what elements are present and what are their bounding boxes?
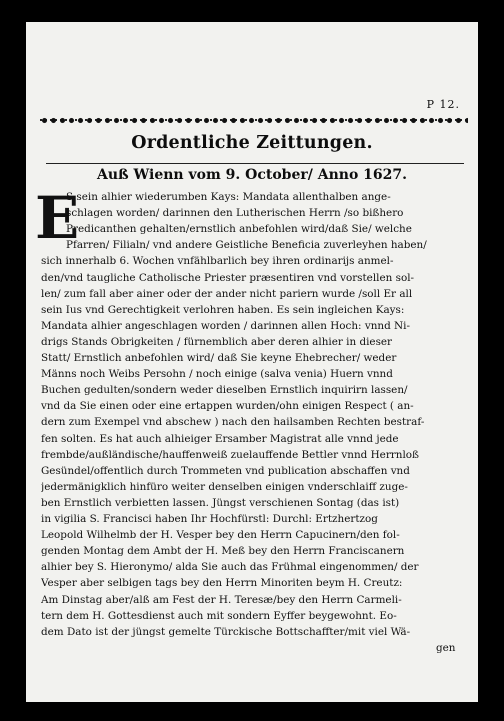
text-line: drigs Stands Obrigkeiten / fürnemblich aber deren alhier in dieser: [41, 335, 393, 348]
text-line: len/ zum fall aber ainer oder der ander nicht pariern wurde /soll Er all: [41, 287, 413, 300]
text-line: Gesündel/offentlich durch Trommeten vnd publication abschaffen vnd: [41, 464, 410, 477]
title-rule: [46, 163, 464, 164]
page-title: Ordentliche Zeittungen.: [131, 133, 373, 153]
text-line: gen: [436, 641, 456, 654]
text-line: Predicanthen gehalten/ernstlich anbefohlen wird/daß Sie/ welche: [66, 223, 412, 236]
newspaper-page: [26, 22, 478, 702]
text-line: dern zum Exempel vnd abschew ) nach den hailsamben Rechten bestraf-: [41, 416, 425, 429]
text-line: alhier bey S. Hieronymo/ alda Sie auch das Frühmal eingenommen/ der: [41, 561, 419, 574]
text-line: Pfarren/ Filialn/ vnd andere Geistliche Beneficia zuverleyhen haben/: [66, 239, 427, 252]
text-line: schlagen worden/ darinnen den Lutherischen Herrn /so bißhero: [66, 207, 404, 220]
ornamental-border: [40, 115, 468, 126]
text-line: fen solten. Es hat auch alhieiger Ersamber Magistrat alle vnnd jede: [41, 432, 399, 445]
text-line: den/vnd taugliche Catholische Priester præsentiren vnd vorstellen sol-: [41, 271, 415, 284]
text-line: Leopold Wilhelmb der H. Vesper bey den Herrn Capucinern/den fol-: [41, 529, 400, 542]
text-line: vnd da Sie einen oder eine ertappen wurden/ohn einigen Respect ( an-: [41, 400, 414, 413]
drop-cap-initial: E: [35, 184, 80, 252]
text-line: Männs noch Weibs Persohn / noch einige (salva venia) Huern vnnd: [41, 368, 393, 381]
page-number: P 12.: [426, 98, 460, 111]
dateline: Auß Wienn vom 9. October/ Anno 1627.: [97, 167, 407, 183]
text-line: genden Montag dem Ambt der H. Meß bey den Herrn Franciscanern: [41, 545, 405, 558]
text-line: tern dem H. Gottesdienst auch mit sondern Eyffer beygewohnt. Eo-: [41, 609, 397, 622]
text-line: ben Ernstlich verbietten lassen. Jüngst verschienen Sontag (das ist): [41, 496, 400, 509]
text-line: jedermänigklich hinfüro weiter denselben einigen vnderschlaiff zuge-: [41, 480, 408, 493]
text-line: frembde/außländische/hauffenweiß zuelauffende Bettler vnnd Herrnloß: [41, 448, 419, 461]
text-line: Buchen gedulten/sondern weder dieselben Ernstlich inquirirn lassen/: [41, 384, 408, 397]
text-line: dem Dato ist der jüngst gemelte Türckische Bottschaffter/mit viel Wä-: [41, 625, 411, 638]
text-line: Am Dinstag aber/alß am Fest der H. Teresæ/bey den Herrn Carmeli-: [41, 593, 402, 606]
text-line: Vesper aber selbigen tags bey den Herrn Minoriten beym H. Creutz:: [41, 577, 403, 590]
text-line: S sein alhier wiederumben Kays: Mandata allenthalben ange-: [66, 191, 391, 203]
text-line: Statt/ Ernstlich anbefohlen wird/ daß Sie keyne Ehebrecher/ weder: [41, 352, 397, 364]
text-line: Mandata alhier angeschlagen worden / darinnen allen Hoch: vnnd Ni-: [41, 319, 410, 332]
text-line: sein Ius vnd Gerechtigkeit verlohren haben. Es sein ingleichen Kays:: [41, 303, 405, 316]
text-line: in vigilia S. Francisci haben Ihr Hochfürstl: Durchl: Ertzhertzog: [41, 513, 378, 525]
text-line: sich innerhalb 6. Wochen vnfählbarlich bey ihren ordinarijs anmel-: [41, 255, 394, 268]
